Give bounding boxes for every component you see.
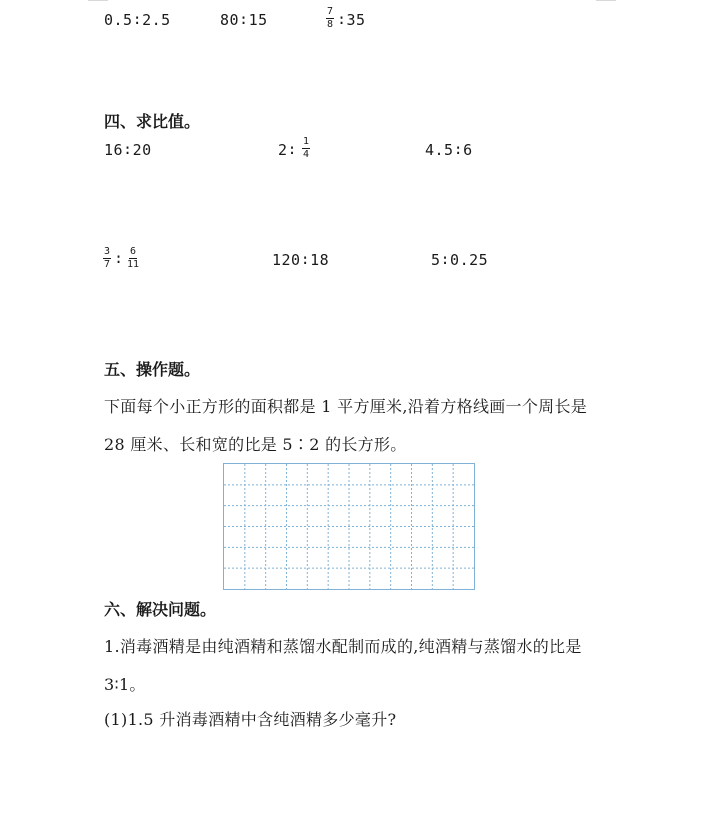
question-text: 1.消毒酒精是由纯酒精和蒸馏水配制而成的,纯酒精与蒸馏水的比是 [104,637,582,656]
question-text: 3∶1。 [104,675,146,694]
fraction-denominator: 4 [303,149,310,160]
fraction-denominator: 11 [127,259,140,270]
page-corner-mark-left [88,0,108,1]
section-heading: 六、解决问题。 [104,600,217,619]
fraction-denominator: 8 [327,19,334,30]
sub-question-text: (1)1.5 升消毒酒精中含纯酒精多少毫升? [104,710,397,729]
fraction-numerator: 6 [130,246,137,257]
paragraph-line: 28 厘米、长和宽的比是 5∶2 的长方形。 [104,435,407,454]
ratio-colon: ∶ [114,250,124,268]
fraction-numerator: 1 [303,136,310,147]
fraction-numerator: 7 [327,6,334,17]
page-corner-mark-right [596,0,616,1]
ratio-item: 120∶18 [272,251,330,269]
ratio-item: 0.5∶2.5 [104,11,171,29]
fraction [103,247,111,270]
ratio-item: 5∶0.25 [431,251,489,269]
ratio-item-rest: ∶35 [337,11,366,29]
fraction [302,137,310,160]
grid-lines [224,464,474,589]
page-top-edge [0,0,702,2]
ratio-item-prefix: 2∶ [278,141,298,159]
square-grid [223,463,475,590]
section-heading: 四、求比值。 [104,112,201,131]
paragraph-line: 下面每个小正方形的面积都是 1 平方厘米,沿着方格线画一个周长是 [104,397,588,416]
fraction [127,247,139,270]
fraction-denominator: 7 [104,259,111,270]
ratio-item: 16∶20 [104,141,152,159]
fraction [326,7,334,30]
ratio-item: 4.5∶6 [425,141,473,159]
section-heading: 五、操作题。 [104,360,201,379]
fraction-numerator: 3 [104,246,111,257]
ratio-item: 80∶15 [220,11,268,29]
